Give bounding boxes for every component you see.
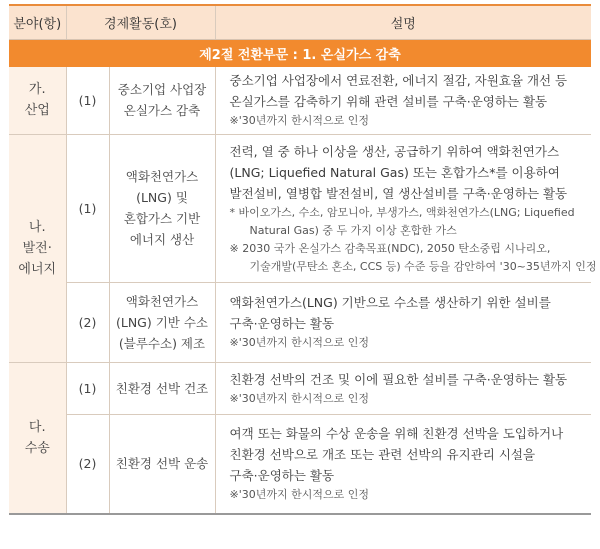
taxonomy-table bbox=[9, 4, 597, 515]
activity-name: 친환경 선박 건조 bbox=[109, 362, 215, 414]
table-row bbox=[9, 134, 591, 282]
table-row bbox=[9, 67, 591, 134]
table-row bbox=[9, 362, 591, 414]
activity-description: 여객 또는 화물의 수상 운송을 위해 친환경 선박을 도입하거나 친환경 선박으로 개조 또는 관련 선박의 유지관리 시설을 구축·운영하는 활동 ※'30년까지 한시적으로 인정 bbox=[215, 414, 591, 514]
row-number: (2) bbox=[66, 414, 109, 514]
category-industry: 가. 산업 bbox=[9, 67, 66, 134]
header-description: 설명 bbox=[215, 5, 591, 40]
activity-name: 액화천연가스 (LNG) 기반 수소 (블루수소) 제조 bbox=[109, 282, 215, 362]
table-row bbox=[9, 282, 591, 362]
table-header-row bbox=[9, 5, 591, 40]
table-row bbox=[9, 414, 591, 514]
activity-description: 친환경 선박의 건조 및 이에 필요한 설비를 구축·운영하는 활동 ※'30년까지 한시적으로 인정 bbox=[215, 362, 591, 414]
row-number: (1) bbox=[66, 67, 109, 134]
section-row bbox=[9, 40, 591, 68]
activity-name: 중소기업 사업장 온실가스 감축 bbox=[109, 67, 215, 134]
category-transport: 다. 수송 bbox=[9, 362, 66, 514]
activity-description: 전력, 열 중 하나 이상을 생산, 공급하기 위하여 액화천연가스 (LNG; Liquefied Natural Gas) 또는 혼합가스*를 이용하여 발전설비, 열병합 발전설비, 열 생산설비를 구축·운영하는 활동 * 바이오가스, 수소, 암모니아, 부생가스, 액화천연가스(LNG; Liquefied Natural Gas) 중 두 가지 이상 혼합한 가스 ※ 2030 국가 온실가스 감축목표(NDC), 2050 탄소중립 시나리오, 기술개발(무탄소 혼소, CCS 등) 수준 등을 감안하여 '30~35년까지 인정 bbox=[215, 134, 591, 282]
activity-name: 친환경 선박 운송 bbox=[109, 414, 215, 514]
header-activity: 경제활동(호) bbox=[66, 5, 215, 40]
row-number: (2) bbox=[66, 282, 109, 362]
category-power-energy: 나. 발전· 에너지 bbox=[9, 134, 66, 362]
row-number: (1) bbox=[66, 362, 109, 414]
activity-name: 액화천연가스 (LNG) 및 혼합가스 기반 에너지 생산 bbox=[109, 134, 215, 282]
row-number: (1) bbox=[66, 134, 109, 282]
activity-description: 액화천연가스(LNG) 기반으로 수소를 생산하기 위한 설비를 구축·운영하는 활동 ※'30년까지 한시적으로 인정 bbox=[215, 282, 591, 362]
header-category: 분야(항) bbox=[9, 5, 66, 40]
activity-description: 중소기업 사업장에서 연료전환, 에너지 절감, 자원효율 개선 등 온실가스를 감축하기 위해 관련 설비를 구축·운영하는 활동 ※'30년까지 한시적으로 인정 bbox=[215, 67, 591, 134]
section-title: 제2절 전환부문 : 1. 온실가스 감축 bbox=[9, 40, 591, 68]
